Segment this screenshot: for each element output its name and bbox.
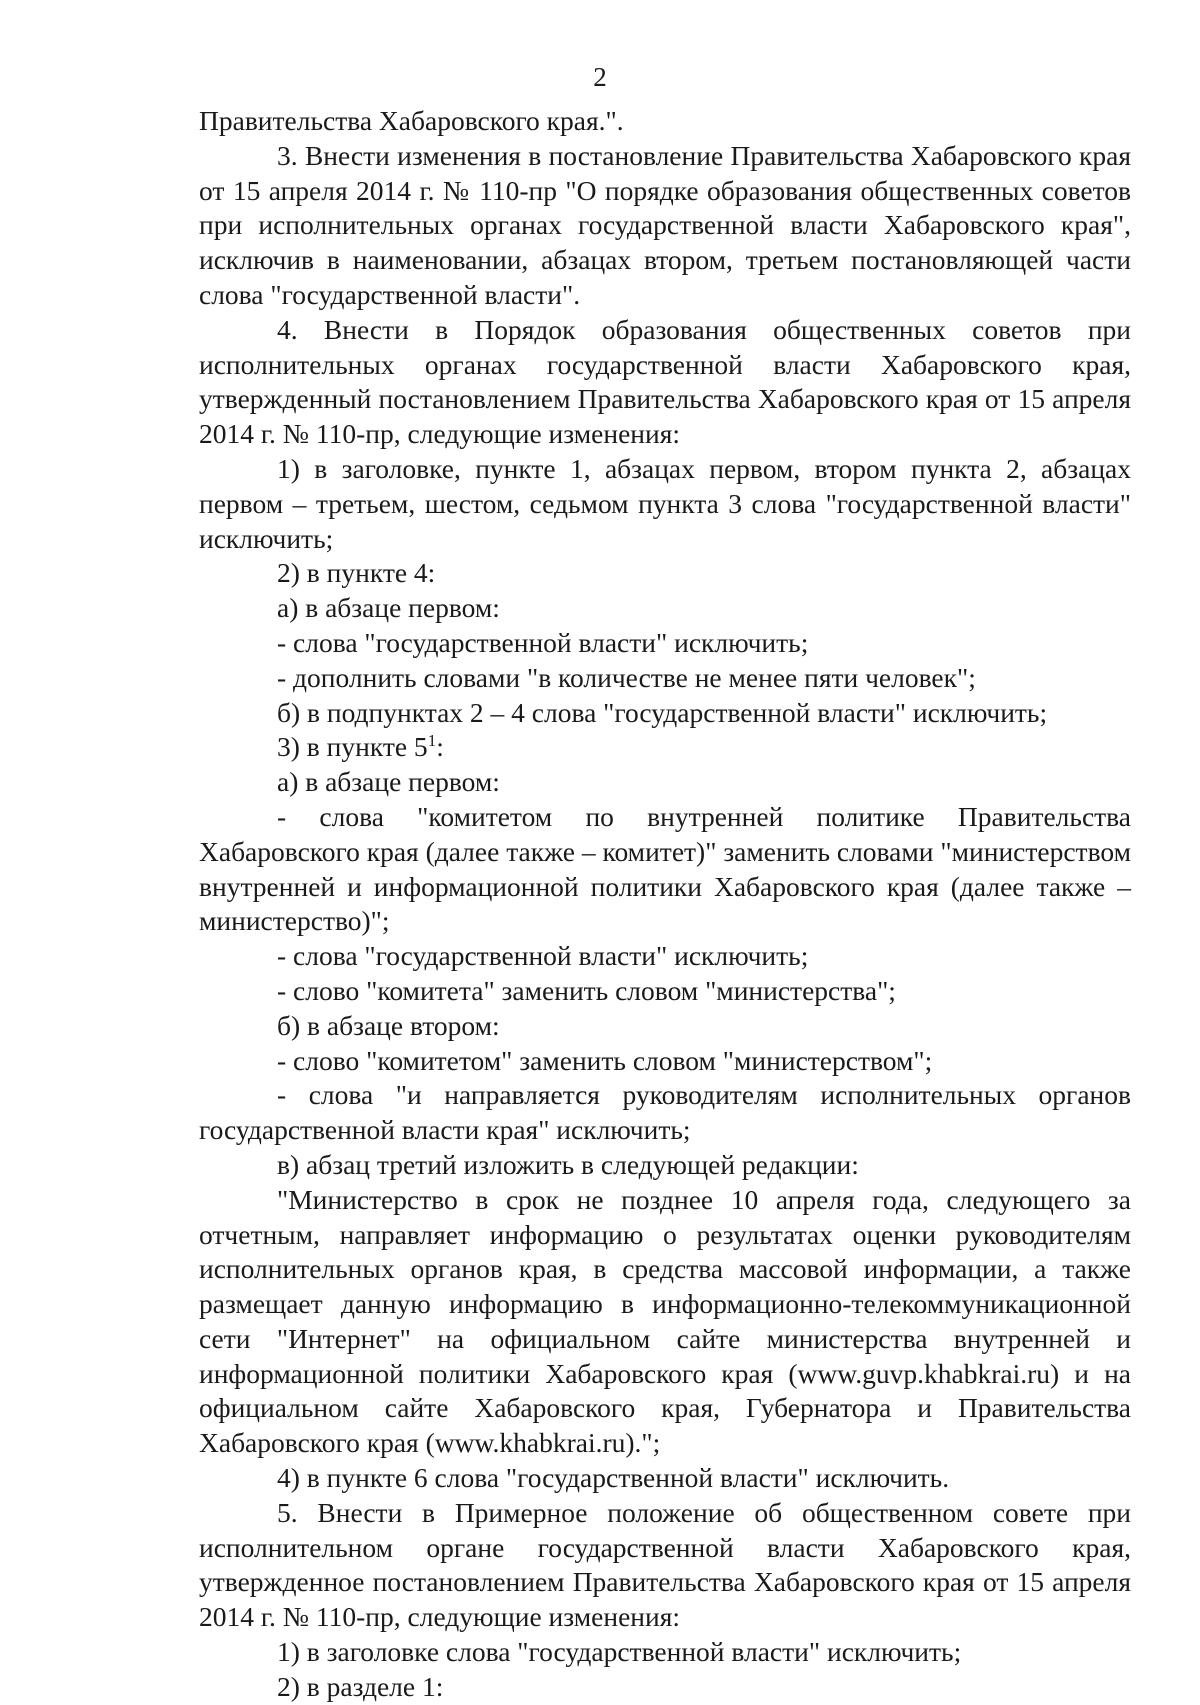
paragraph: - слова "комитетом по внутренней политике Правительства Хабаровского края (далее также – комитет)" заменить словами "министерством внутренней и информационной политики Хабаровского края (далее также – министерство)";	[199, 800, 1131, 937]
paragraph: б) в абзаце втором:	[277, 1009, 500, 1041]
paragraph: - слова "государственной власти" исключить;	[277, 940, 809, 972]
paragraph: б) в подпунктах 2 – 4 слова "государственной власти" исключить;	[277, 696, 1048, 728]
paragraph-tail: :	[436, 731, 444, 763]
paragraph: - дополнить словами "в количестве не менее пяти человек";	[277, 661, 976, 693]
paragraph: 1) в заголовке слова "государственной власти" исключить;	[277, 1636, 962, 1668]
paragraph: - слово "комитета" заменить словом "министерства";	[277, 974, 896, 1006]
paragraph: - слова "и направляется руководителям исполнительных органов государственной власти края" исключить;	[199, 1079, 1131, 1146]
paragraph: а) в абзаце первом:	[277, 766, 500, 798]
paragraph: в) абзац третий изложить в следующей редакции:	[277, 1148, 859, 1180]
paragraph: 3. Внести изменения в постановление Правительства Хабаровского края от 15 апреля 2014 г. № 110-пр "О порядке образования общественных советов при исполнительных органах государственной власти Хабаровского края", исключив в наименовании, абзацах втором, третьем постановляющей части слова "государственной власти".	[199, 139, 1131, 310]
paragraph: 4. Внести в Порядок образования общественных советов при исполнительных органах государственной власти Хабаровского края, утвержденный постановлением Правительства Хабаровского края от 15 апреля 2014 г. № 110-пр, следующие изменения:	[199, 313, 1131, 450]
paragraph-text: 3) в пункте 5	[277, 731, 428, 763]
document-body	[199, 104, 1131, 1705]
paragraph: - слово "комитетом" заменить словом "министерством";	[277, 1044, 933, 1076]
paragraph: 2) в пункте 4:	[277, 557, 436, 589]
paragraph: "Министерство в срок не позднее 10 апреля года, следующего за отчетным, направляет информацию о результатах оценки руководителям исполнительных органов края, в средства массовой информации, а также размещает данную информацию в информационно-телекоммуникационной сети "Интернет" на официальном сайте министерства внутренней и информационной политики Хабаровского края (www.guvp.khabkrai.ru) и на официальном сайте Хабаровского края, Губернатора и Правительства Хабаровского края (www.khabkrai.ru).";	[199, 1183, 1131, 1459]
paragraph: Правительства Хабаровского края.".	[199, 105, 624, 136]
page-number: 2	[593, 62, 607, 92]
superscript: 1	[427, 731, 437, 751]
paragraph: 2) в разделе 1:	[277, 1670, 444, 1702]
paragraph: - слова "государственной власти" исключить;	[277, 626, 809, 658]
paragraph: а) в абзаце первом:	[277, 592, 500, 624]
paragraph: 4) в пункте 6 слова "государственной власти" исключить.	[277, 1462, 950, 1494]
paragraph: 1) в заголовке, пункте 1, абзацах первом, втором пункта 2, абзацах первом – третьем, шестом, седьмом пункта 3 слова "государственной власти" исключить;	[199, 452, 1131, 554]
paragraph-with-superscript	[199, 730, 1131, 765]
paragraph: 5. Внести в Примерное положение об общественном совете при исполнительном органе государственной власти Хабаровского края, утвержденное постановлением Правительства Хабаровского края от 15 апреля 2014 г. № 110-пр, следующие изменения:	[199, 1496, 1131, 1633]
